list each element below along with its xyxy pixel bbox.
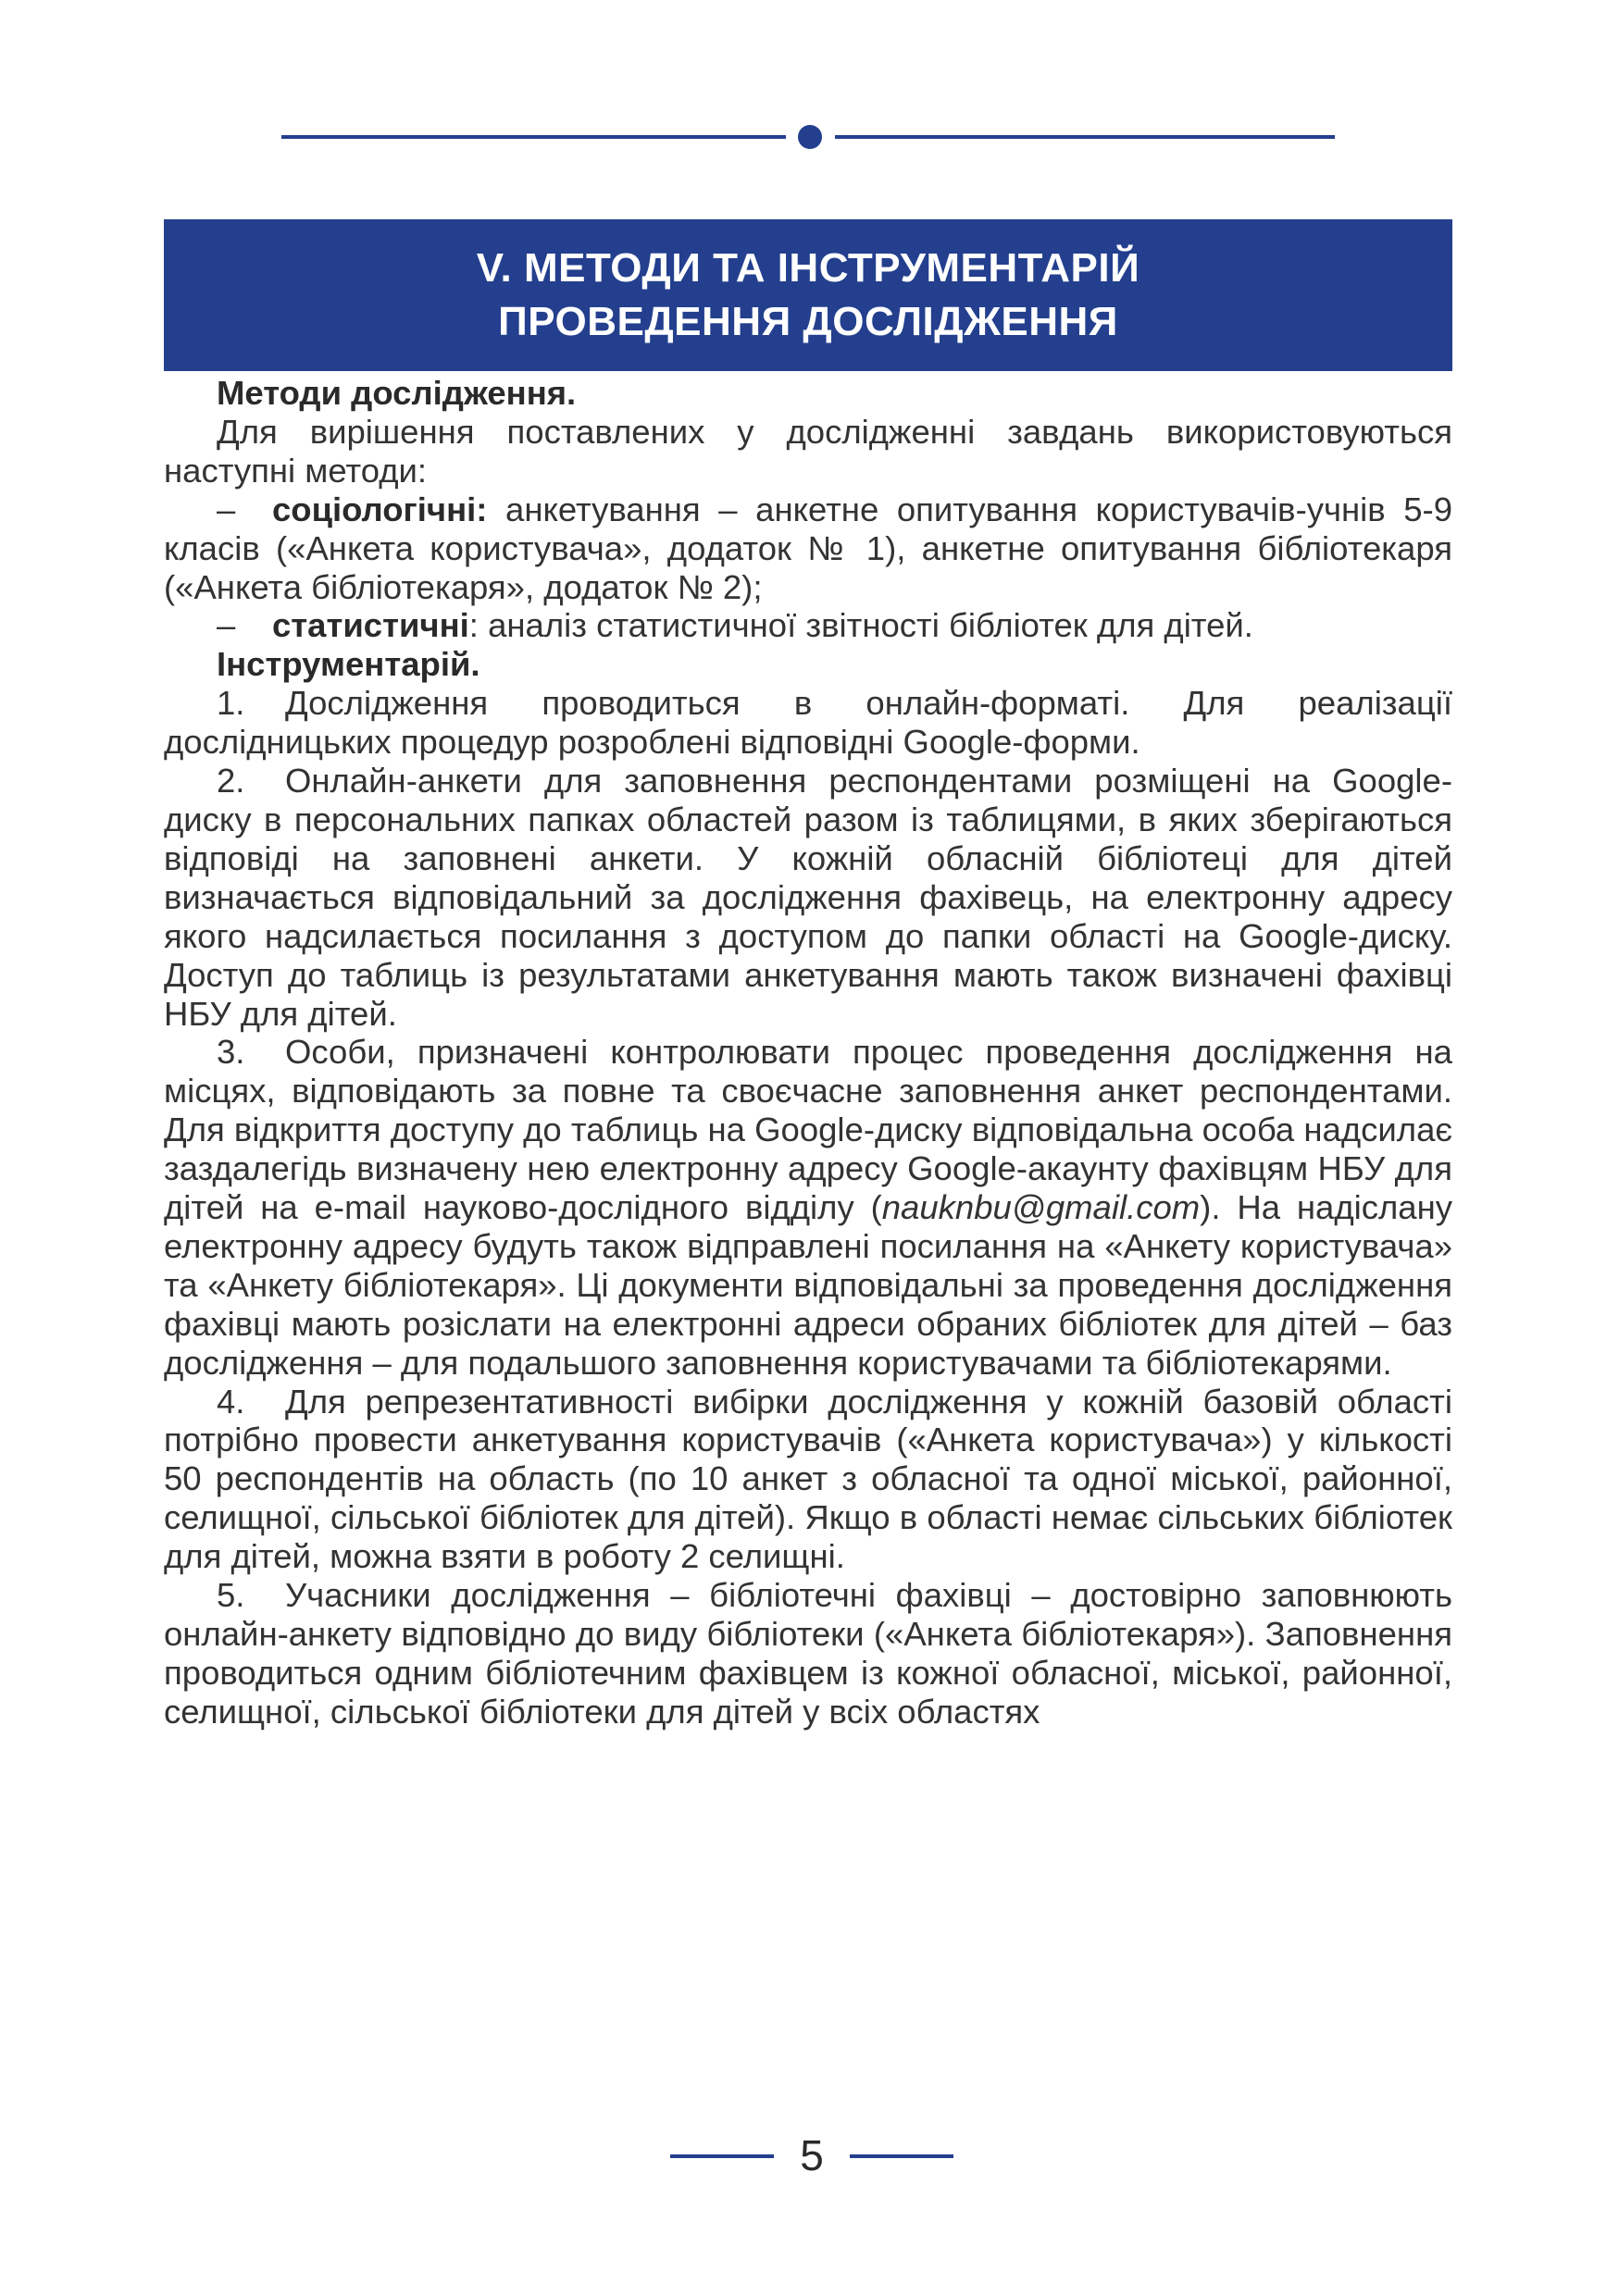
top-rule-dot [798, 125, 822, 149]
method-item-statistical [164, 606, 1452, 645]
tools-item-text: Для репрезентативності вибірки дослідження у кожній базовій області потрібно провести анкетування користувачів («Анкета користувача») у кількості 50 респондентів на область (по 10 анкет з обласної та одної міської, районної, селищної, сільської бібліотек для дітей). Якщо в області немає сільських бібліотек для дітей, можна взяти в роботу 2 селищні. [164, 1382, 1452, 1576]
method-text: : аналіз статистичної звітності бібліотек для дітей. [468, 606, 1253, 645]
method-text: анкетування – анкетне опитування користувачів-учнів 5-9 класів («Анкета користувача», додаток № 1), анкетне опитування бібліотекаря («Анкета бібліотекаря», додаток № 2); [164, 490, 1452, 606]
methods-intro: Для вирішення поставлених у дослідженні завдань використовуються наступні методи: [164, 412, 1452, 490]
body-text [164, 374, 1452, 1731]
tools-item-text: Учасники дослідження – бібліотечні фахівці – достовірно заповнюють онлайн-анкету відповідно до виду бібліотеки («Анкета бібліотекаря»). Заповнення проводиться одним бібліотечним фахівцем із кожної обласної, міської, районної, селищної, сільської бібліотеки для дітей у всіх областях [164, 1576, 1452, 1731]
method-term: статистичні [272, 606, 469, 645]
list-number: 4. [217, 1382, 245, 1421]
footer-rule-left [670, 2154, 774, 2158]
tools-item-text: ). На надіслану електронну адресу будуть також відправлені посилання на «Анкету користувача» та «Анкету бібліотекаря». Ці документи відповідальні за проведення дослідження фахівці мають розіслати на електронні адреси обраних бібліотек для дітей – баз дослідження – для подальшого заповнення користувачами та бібліотекарями. [164, 1188, 1452, 1382]
tools-item-5 [164, 1576, 1452, 1731]
section-title-line-2: ПРОВЕДЕННЯ ДОСЛІДЖЕННЯ [498, 299, 1118, 344]
tools-item-3 [164, 1033, 1452, 1382]
methods-heading: Методи дослідження. [217, 374, 577, 412]
list-number: 5. [217, 1576, 245, 1615]
page-number: 5 [800, 2131, 824, 2179]
top-rule-right [835, 135, 1335, 139]
footer-rule-right [850, 2154, 953, 2158]
list-number: 2. [217, 762, 245, 800]
tools-item-1 [164, 684, 1452, 762]
list-dash: – [217, 490, 236, 528]
tools-item-4 [164, 1383, 1452, 1577]
list-number: 3. [217, 1033, 245, 1072]
tools-heading: Інструментарій. [217, 645, 480, 684]
list-number: 1. [217, 684, 245, 723]
method-term: соціологічні: [272, 490, 488, 528]
email-address: nauknbu@gmail.com [881, 1188, 1201, 1227]
tools-item-2 [164, 762, 1452, 1033]
list-dash: – [217, 606, 236, 645]
section-title-band [164, 219, 1452, 371]
method-item-sociological [164, 490, 1452, 607]
tools-item-text: Онлайн-анкети для заповнення респондентами розміщені на Google-диску в персональних папках областей разом із таблицями, в яких зберігаються відповіді на заповнені анкети. У кожній обласній бібліотеці для дітей визначається відповідальний за дослідження фахівець, на електронну адресу якого надсилається посилання з доступом до папки області на Google-диску. Доступ до таблиць із результатами анкетування мають також визначені фахівці НБУ для дітей. [164, 762, 1452, 1033]
section-title-line-1: V. МЕТОДИ ТА ІНСТРУМЕНТАРІЙ [476, 245, 1140, 291]
tools-item-text: Дослідження проводиться в онлайн-форматі. Для реалізації дослідницьких процедур розроблені відповідні Google-форми. [164, 684, 1452, 762]
tools-item-text: Особи, призначені контролювати процес проведення дослідження на місцях, відповідають за повне та своєчасне заповнення анкет респондентами. Для відкриття доступу до таблиць на Google-диску відповідальна особа надсилає заздалегідь визначену нею електронну адресу Google-акаунту фахівцям НБУ для дітей на e-mail науково-дослідного відділу ( [164, 1033, 1452, 1227]
top-rule-left [281, 135, 786, 139]
